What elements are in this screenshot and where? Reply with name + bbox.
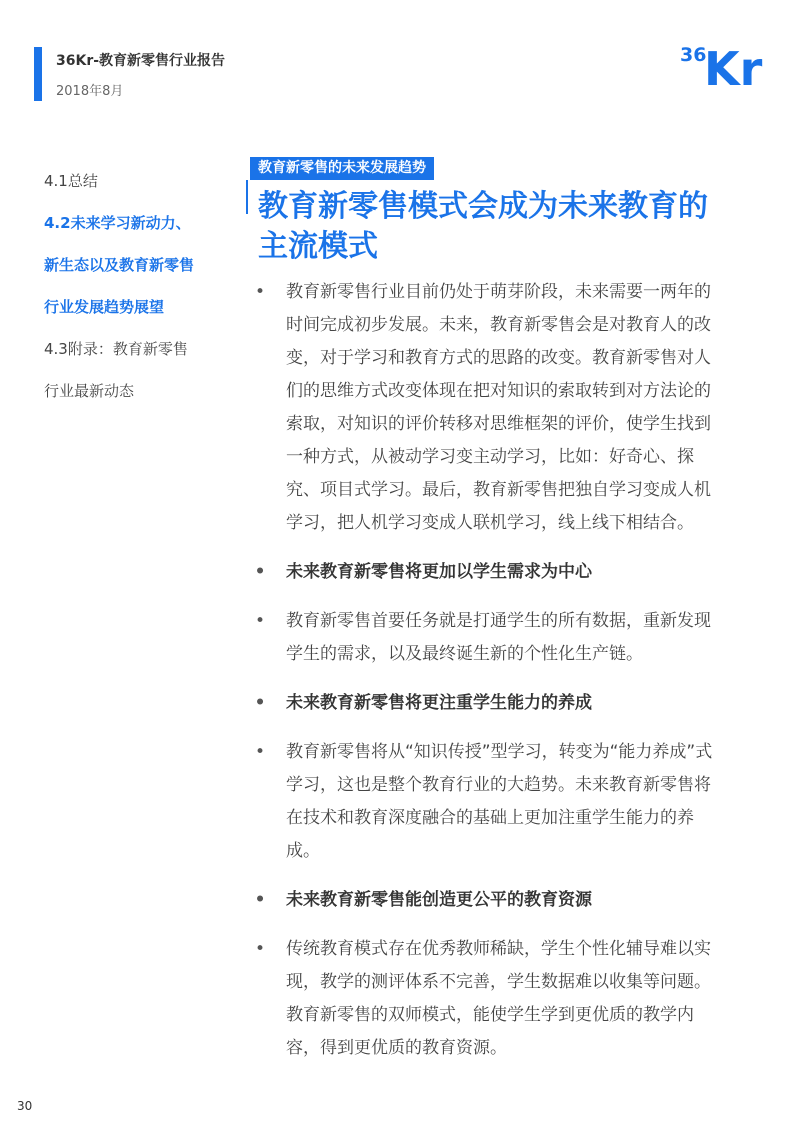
list-item-text: 教育新零售首要任务就是打通学生的所有数据，重新发现学生的需求，以及最终诞生新的个性化生产链。	[286, 611, 711, 664]
logo-numeral: 36	[680, 44, 707, 66]
bullet-icon: •	[254, 562, 266, 582]
section-rule	[246, 180, 248, 214]
list-item-text: 传统教育模式存在优秀教师稀缺，学生个性化辅导难以实现，教学的测评体系不完善，学生数据难以收集等问题。教育新零售的双师模式，能使学生学到更优质的教学内容，得到更优质的教育资源。	[286, 939, 711, 1058]
table-of-contents	[44, 160, 234, 412]
list-item	[254, 736, 724, 868]
bullet-icon: •	[254, 890, 266, 910]
list-item	[254, 687, 724, 720]
page-number: 30	[17, 1099, 33, 1113]
list-item	[254, 933, 724, 1065]
report-title: 36Kr-教育新零售行业报告	[56, 53, 226, 69]
header-accent-bar	[34, 47, 42, 101]
36kr-logo	[680, 40, 764, 96]
bullet-icon: •	[254, 742, 266, 762]
list-item-text: 未来教育新零售将更注重学生能力的养成	[286, 693, 592, 713]
section-tag: 教育新零售的未来发展趋势	[250, 157, 434, 180]
list-item	[254, 884, 724, 917]
toc-item-4-2-line1[interactable]: 4.2未来学习新动力、	[44, 214, 191, 232]
bullet-icon: •	[254, 611, 266, 631]
toc-item-4-3-line1[interactable]: 4.3附录：教育新零售	[44, 340, 188, 358]
list-item-text: 教育新零售行业目前仍处于萌芽阶段，未来需要一两年的时间完成初步发展。未来，教育新零售会是对教育人的改变，对于学习和教育方式的思路的改变。教育新零售对人们的思维方式改变体现在把对知识的索取转到对方法论的索取，对知识的评价转移对思维框架的评价，使学生找到一种方式，从被动学习变主动学习，比如：好奇心、探究、项目式学习。最后，教育新零售把独自学习变成人机学习，把人机学习变成人联机学习，线上线下相结合。	[286, 282, 711, 533]
list-item-text: 未来教育新零售能创造更公平的教育资源	[286, 890, 592, 910]
bullet-icon: •	[254, 693, 266, 713]
list-item	[254, 556, 724, 589]
list-item	[254, 276, 724, 540]
bullet-icon: •	[254, 939, 266, 959]
report-date: 2018年8月	[56, 84, 124, 99]
bullet-icon: •	[254, 282, 266, 302]
toc-item-4-2-line2[interactable]: 新生态以及教育新零售	[44, 256, 195, 274]
section-heading: 教育新零售模式会成为未来教育的主流模式	[258, 189, 708, 264]
list-item-text: 未来教育新零售将更加以学生需求为中心	[286, 562, 592, 582]
bullet-list	[254, 276, 724, 1081]
toc-item-4-3-line2[interactable]: 行业最新动态	[44, 382, 135, 400]
toc-item-4-2-line3[interactable]: 行业发展趋势展望	[44, 298, 165, 316]
list-item-text: 教育新零售将从“知识传授”型学习，转变为“能力养成”式学习，这也是整个教育行业的大趋势。未来教育新零售将在技术和教育深度融合的基础上更加注重学生能力的养成。	[286, 742, 713, 861]
list-item	[254, 605, 724, 671]
logo-letters: Kr	[704, 42, 763, 96]
toc-item-4-1[interactable]: 4.1总结	[44, 172, 98, 190]
